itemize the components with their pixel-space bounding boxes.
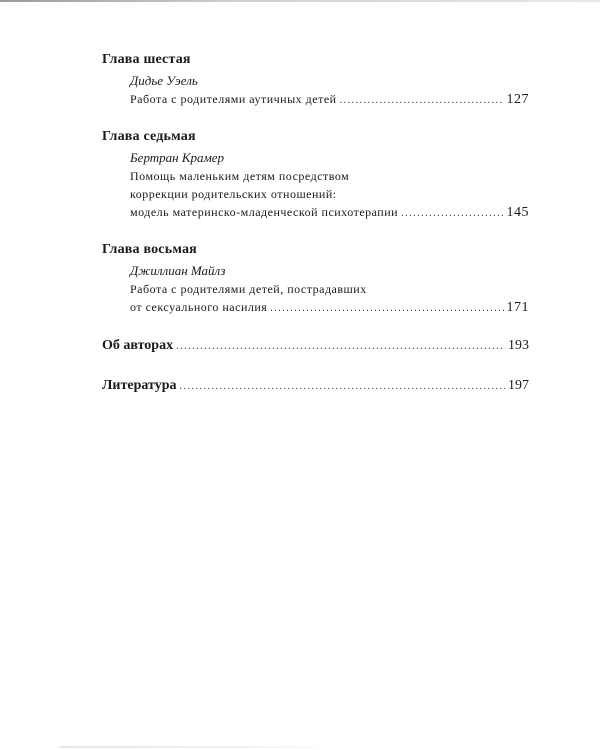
chapter-7-entry-title-line-2: коррекции родительских отношений: bbox=[130, 187, 337, 201]
table-of-contents bbox=[102, 50, 529, 418]
scan-edge-top bbox=[0, 0, 600, 2]
chapter-8-entry-title-line-2: от сексуального насилия bbox=[130, 300, 268, 314]
chapter-7-entry bbox=[130, 149, 529, 223]
literature-page-number: 197 bbox=[508, 378, 529, 393]
chapter-6-author: Дидье Уэель bbox=[130, 73, 198, 88]
chapter-6 bbox=[102, 50, 529, 110]
about-authors-page-number: 193 bbox=[508, 338, 529, 353]
chapter-7-entry-title-line-3: модель материнско-младенческой психотерапии bbox=[130, 205, 399, 219]
chapter-7-entry-title-line-1: Помощь маленьким детям посредством bbox=[130, 169, 350, 183]
chapter-7-page-number: 145 bbox=[506, 205, 529, 220]
dot-leader bbox=[270, 300, 503, 318]
chapter-8-title: Глава восьмая bbox=[102, 242, 197, 257]
chapter-7-author: Бертран Крамер bbox=[130, 150, 225, 165]
literature-toc-line[interactable] bbox=[102, 378, 529, 394]
dot-leader bbox=[401, 205, 503, 223]
about-authors-title: Об авторах bbox=[102, 338, 174, 353]
dot-leader bbox=[176, 341, 505, 352]
chapter-8-entry-title-line-1: Работа с родителями детей, пострадавших bbox=[130, 282, 367, 296]
chapter-8-author: Джиллиан Майлз bbox=[130, 263, 226, 278]
chapter-6-toc-line[interactable] bbox=[130, 90, 529, 110]
chapter-8-entry bbox=[130, 262, 529, 318]
chapter-7-toc-line[interactable] bbox=[130, 203, 529, 223]
dot-leader bbox=[340, 92, 504, 110]
about-authors-toc-line[interactable] bbox=[102, 338, 529, 354]
chapter-6-entry-title: Работа с родителями аутичных детей bbox=[130, 92, 337, 106]
chapter-6-entry bbox=[130, 72, 529, 110]
chapter-8 bbox=[102, 240, 529, 318]
chapter-6-title: Глава шестая bbox=[102, 52, 191, 67]
chapter-7 bbox=[102, 127, 529, 223]
scan-edge-bottom bbox=[60, 746, 340, 748]
chapter-8-page-number: 171 bbox=[506, 300, 529, 315]
dot-leader bbox=[180, 381, 506, 392]
chapter-7-title: Глава седьмая bbox=[102, 129, 196, 144]
literature-title: Литература bbox=[102, 378, 177, 393]
chapter-8-toc-line[interactable] bbox=[130, 298, 529, 318]
chapter-6-page-number: 127 bbox=[506, 92, 529, 107]
